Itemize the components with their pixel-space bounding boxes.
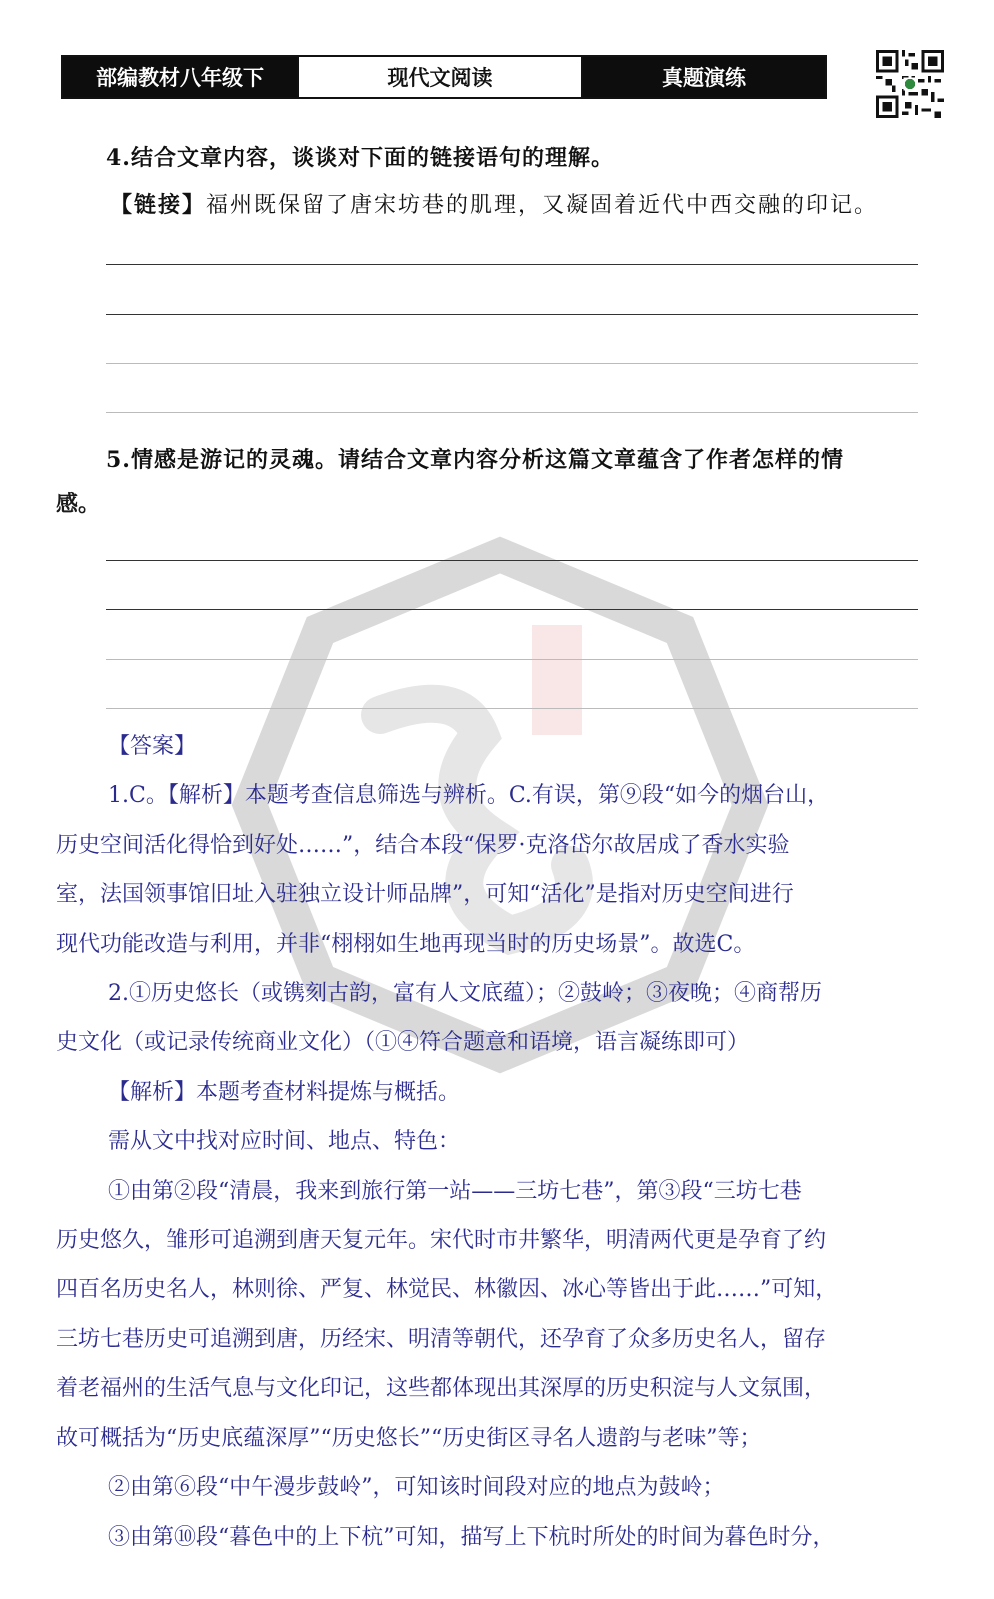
question-5-title-cont: 感。 [56, 491, 101, 517]
answer-line[interactable] [106, 412, 918, 413]
answer-line-text: 史文化（或记录传统商业文化）（①④符合题意和语境，语言凝练即可） [56, 1030, 750, 1056]
answer-line-text: 2.①历史悠长（或镌刻古韵，富有人文底蕴）；②鼓岭；③夜晚；④商帮历 [108, 981, 822, 1007]
answer-line-text: 四百名历史名人，林则徐、严复、林觉民、林徽因、冰心等皆出于此……”可知， [56, 1277, 838, 1303]
answer-line[interactable] [106, 314, 918, 315]
answer-line-text: 1.C。【解析】本题考查信息筛选与辨析。C.有误，第⑨段“如今的烟台山， [108, 783, 830, 809]
answer-line[interactable] [106, 363, 918, 364]
page-header [61, 55, 827, 99]
answer-line[interactable] [106, 708, 918, 709]
answer-line-text: 需从文中找对应时间、地点、特色： [108, 1129, 461, 1155]
answer-line[interactable] [106, 659, 918, 660]
header-section: 现代文阅读 [297, 57, 583, 97]
answer-section [56, 722, 936, 1562]
qr-code-icon [876, 50, 944, 118]
answer-line-text: ③由第⑩段“暮色中的上下杭”可知，描写上下杭时所处的时间为暮色时分， [108, 1524, 835, 1550]
link-text: 福州既保留了唐宋坊巷的肌理，又凝固着近代中西交融的印记。 [206, 193, 879, 218]
answer-line-text: 现代功能改造与利用，并非“栩栩如生地再现当时的历史场景”。故选C。 [56, 931, 756, 957]
answer-line-text: ①由第②段“清晨，我来到旅行第一站——三坊七巷”，第③段“三坊七巷 [108, 1178, 802, 1204]
header-grade: 部编教材八年级下 [63, 57, 297, 97]
answer-line-text: 着老福州的生活气息与文化印记，这些都体现出其深厚的历史积淀与人文氛围， [56, 1376, 827, 1402]
question-5-title: 5.情感是游记的灵魂。请结合文章内容分析这篇文章蕴含了作者怎样的情 [106, 447, 844, 473]
answer-heading: 【答案】 [108, 734, 197, 759]
answer-line-text: 三坊七巷历史可追溯到唐，历经宋、明清等朝代，还孕育了众多历史名人，留存 [56, 1326, 827, 1352]
header-practice: 真题演练 [583, 57, 825, 97]
answer-line-text: 历史空间活化得恰到好处……”，结合本段“保罗·克洛岱尔故居成了香水实验 [56, 832, 790, 858]
answer-line-text: 室，法国领事馆旧址入驻独立设计师品牌”，可知“活化”是指对历史空间进行 [56, 882, 794, 908]
answer-line[interactable] [106, 609, 918, 610]
question-4-link [110, 188, 878, 219]
answer-line-text: 历史悠久，雏形可追溯到唐天复元年。宋代时市井繁华，明清两代更是孕育了约 [56, 1228, 827, 1254]
answer-line-text: 故可概括为“历史底蕴深厚”“历史悠长”“历史街区寻名人遗韵与老味”等； [56, 1425, 762, 1451]
answer-line-text: 【解析】本题考查材料提炼与概括。 [108, 1079, 461, 1105]
answer-line-text: ②由第⑥段“中午漫步鼓岭”，可知该时间段对应的地点为鼓岭； [108, 1475, 725, 1501]
answer-line[interactable] [106, 560, 918, 561]
link-tag: 【链接】 [110, 193, 207, 218]
answer-line[interactable] [106, 264, 918, 265]
question-4-title: 4.结合文章内容，谈谈对下面的链接语句的理解。 [106, 145, 614, 171]
